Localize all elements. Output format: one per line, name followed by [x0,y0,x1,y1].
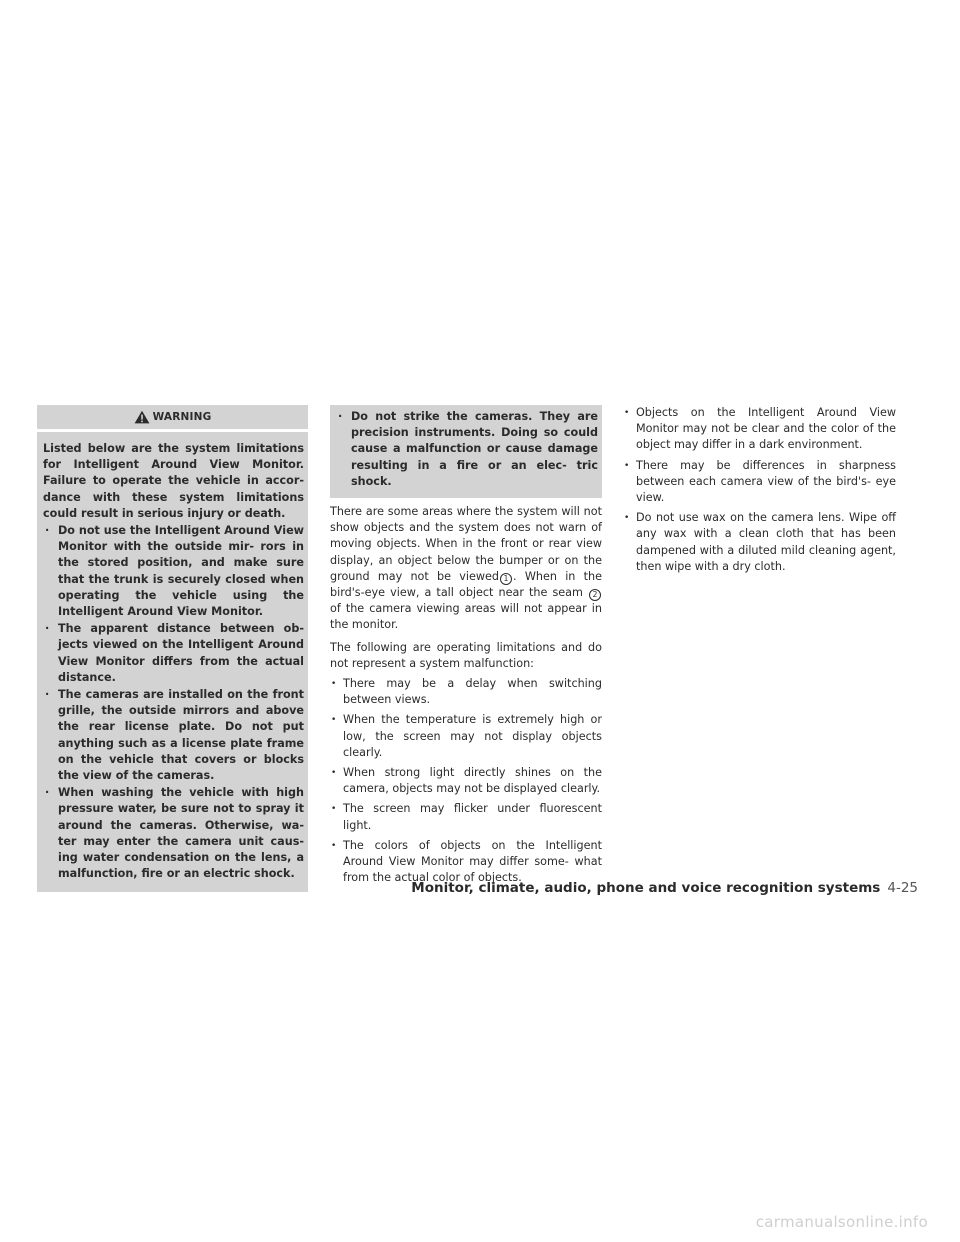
warning-item: · Do not use the Intelligent Around View Monitor with the outside mir- rors in the stored position, and make sure that the trunk is securely closed when operating the vehicle using the Intelligent Around View Monitor. [43,523,304,620]
warning-continuation [330,405,602,498]
warning-header [37,405,308,429]
page-number: 4-25 [887,880,918,896]
paragraph-text: . When in the bird's-eye view, a tall object near the seam [330,569,603,600]
content-column-right [623,405,896,575]
list-item: • Objects on the Intelligent Around View Monitor may not be clear and the color of the object may differ in a dark environment. [623,405,896,454]
limitations-list-right [623,405,896,575]
content-column-middle [330,405,602,886]
footer-section-title: Monitor, climate, audio, phone and voice recognition systems [411,880,881,896]
callout-1-icon: 1 [500,573,512,585]
warning-item: · When washing the vehicle with high pressure water, be sure not to spray it around the cameras. Otherwise, wa- ter may enter the camera unit caus- ing water condensation on the lens, a malfunction, fire or an electric shock. [43,785,304,882]
warning-column-left [37,405,308,892]
page-footer [411,880,918,896]
paragraph-text: There are some areas where the system will not show objects and the system does not warn of moving objects. When in the front or rear view display, an object below the bumper or on the ground may not be viewed [330,505,602,583]
warning-list [43,523,304,882]
list-item: • When strong light directly shines on the camera, objects may not be displayed clearly. [330,765,602,797]
list-item: • The colors of objects on the Intelligent Around View Monitor may differ some- what from the actual color of objects. [330,838,602,887]
watermark-link[interactable]: carmanualsonline.info [755,1213,928,1231]
list-item: • Do not use wax on the camera lens. Wipe off any wax with a clean cloth that has been dampened with a diluted mild cleaning agent, then wipe with a dry cloth. [623,510,896,575]
body-text-right [623,405,896,575]
paragraph-blind-areas [330,504,602,634]
warning-item: · The apparent distance between ob- jects viewed on the Intelligent Around View Monitor differs from the actual distance. [43,621,304,686]
list-item: • There may be a delay when switching between views. [330,676,602,708]
list-item: • When the temperature is extremely high or low, the screen may not display objects clearly. [330,712,602,761]
warning-title: WARNING [152,411,212,423]
warning-triangle-icon [134,410,150,424]
warning-item: · Do not strike the cameras. They are precision instruments. Doing so could cause a malfunction or cause damage resulting in a fire or an elec- tric shock. [336,409,598,490]
warning-intro: Listed below are the system limitations for Intelligent Around View Monitor. Failure to operate the vehicle in accor- dance with these system limitations could result in serious injury or death. [43,442,304,520]
list-item: • The screen may flicker under fluorescent light. [330,801,602,833]
paragraph-limitations-intro: The following are operating limitations and do not represent a system malfunction: [330,640,602,670]
list-item: • There may be differences in sharpness between each camera view of the bird's- eye view. [623,458,896,507]
warning-body [37,432,308,892]
paragraph-text: of the camera viewing areas will not appear in the monitor. [330,602,602,632]
limitations-list-middle [330,676,602,886]
warning-item: · The cameras are installed on the front grille, the outside mirrors and above the rear license plate. Do not put anything such as a license plate frame on the vehicle that covers or blocks the view of the cameras. [43,687,304,784]
callout-2-icon: 2 [589,589,601,601]
warning-list-continued [336,409,598,490]
body-text-middle [330,504,602,886]
